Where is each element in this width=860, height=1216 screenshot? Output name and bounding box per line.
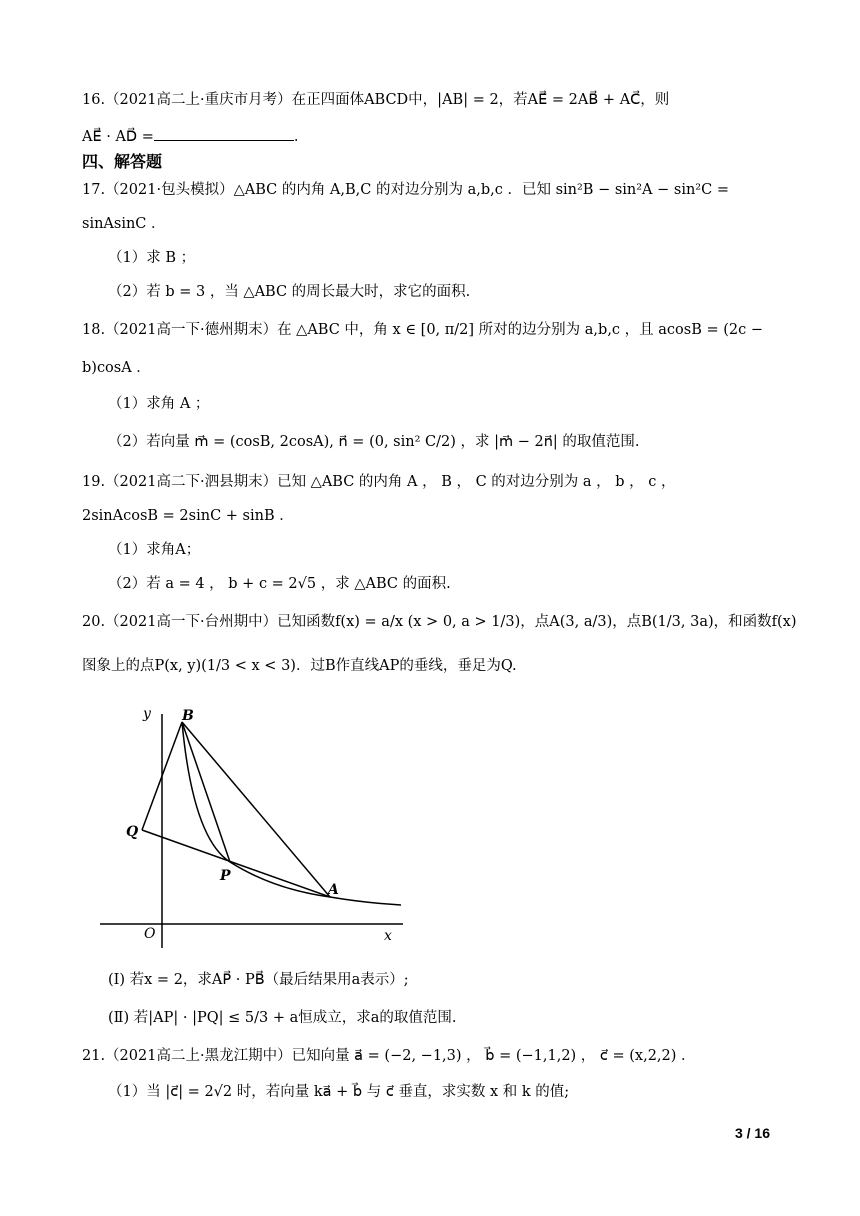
q18-part2: （2）若向量 m⃗ = (cosB, 2cosA), n⃗ = (0, sin² C/2) ，求 |m⃗ − 2n⃗| 的取值范围. (108, 434, 640, 450)
q17-line2: sinAsinC ． (82, 216, 166, 232)
q20-part2: (Ⅱ) 若|AP| · |PQ| ≤ 5/3 + a恒成立，求a的取值范围. (108, 1010, 457, 1026)
q20-line2: 图象上的点P(x, y)(1/3 < x < 3)．过B作直线AP的垂线，垂足为Q. (82, 658, 517, 674)
q19-part2: （2）若 a = 4 ， b + c = 2√5 ，求 △ABC 的面积. (108, 576, 451, 592)
q19-part1: （1）求角A； (108, 542, 201, 558)
q16-expression: AE⃗ · AD⃗ = (82, 129, 154, 145)
q20-line1: 20.（2021高一下·台州期中）已知函数f(x) = a/x (x > 0, a > 1/3)，点A(3, a/3)，点B(1/3, 3a)，和函数f(x) (82, 614, 797, 630)
q21-line1: 21.（2021高二上·黑龙江期中）已知向量 a⃗ = (−2, −1,3) ， b⃗ = (−1,1,2) ， c⃗ = (x,2,2) ． (82, 1048, 696, 1064)
q16-line1: 16.（2021高二上·重庆市月考）在正四面体ABCD中，|AB| = 2，若AE⃗ = 2AB⃗ + AC⃗，则 (82, 92, 670, 108)
point-label-p: P (220, 868, 231, 884)
q18-part1: （1）求角 A ； (108, 396, 210, 412)
origin-label: O (144, 926, 156, 942)
axis-label-y: y (143, 706, 151, 722)
point-label-q: Q (126, 824, 139, 840)
page-number: 3 / 16 (734, 1125, 770, 1141)
q16-line2 (82, 126, 298, 147)
section-title: 四、解答题 (82, 152, 163, 171)
q17-part2: （2）若 b = 3 ，当 △ABC 的周长最大时，求它的面积. (108, 284, 471, 300)
q19-line2: 2sinAcosB = 2sinC + sinB ． (82, 508, 294, 524)
function-graph-figure (98, 698, 418, 948)
q16-period: . (293, 129, 299, 145)
hyperbola-curve (182, 722, 401, 905)
q19-line1: 19.（2021高二下·泗县期末）已知 △ABC 的内角 A ， B ， C 的对边分别为 a ， b ， c ， (82, 474, 676, 490)
point-label-b: B (182, 708, 194, 724)
q17-line1: 17.（2021·包头模拟）△ABC 的内角 A,B,C 的对边分别为 a,b,c ．已知 sin²B − sin²A − sin²C = (82, 182, 729, 198)
q17-part1: （1）求 B ； (108, 250, 196, 266)
axis-label-x: x (384, 928, 392, 944)
q21-part1: （1）当 |c⃗| = 2√2 时，若向量 ka⃗ + b⃗ 与 c⃗ 垂直，求实数 x 和 k 的值; (108, 1084, 570, 1100)
q20-part1: (Ⅰ) 若x = 2，求AP⃗ · PB⃗（最后结果用a表示）; (108, 972, 409, 988)
segment-bp (182, 722, 230, 862)
q18-line1: 18.（2021高一下·德州期末）在 △ABC 中，角 x ∈ [0, π/2] 所对的边分别为 a,b,c ，且 acosB = (2c − (82, 322, 763, 338)
point-label-a: A (328, 882, 339, 898)
q18-line2: b)cosA ． (82, 360, 151, 376)
answer-blank (154, 126, 294, 141)
